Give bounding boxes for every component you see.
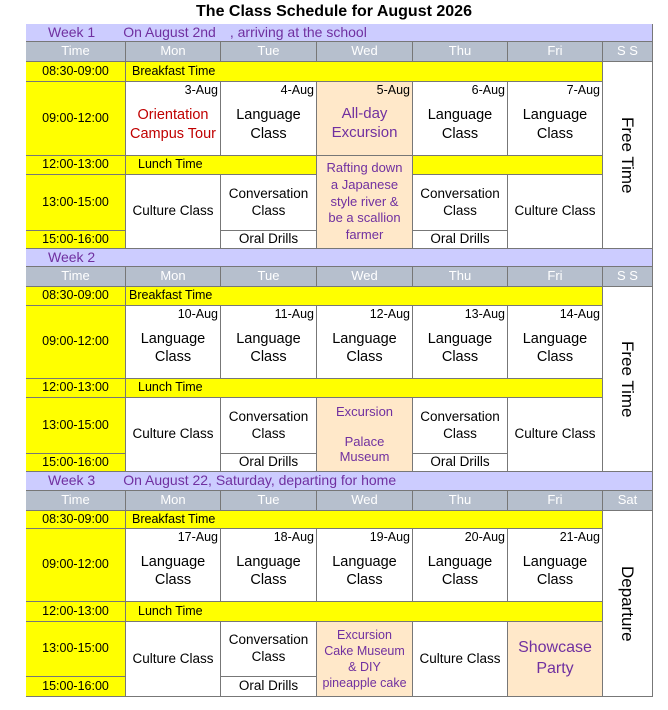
header-mon: Mon <box>126 42 221 62</box>
date-label: 14-Aug <box>559 307 600 321</box>
culture-class-cell: Culture Class <box>508 398 603 472</box>
time-slot: 15:00-16:00 <box>26 454 126 472</box>
date-label: 4-Aug <box>280 83 314 97</box>
conversation-class-cell <box>221 398 317 454</box>
date-label: 20-Aug <box>464 530 505 544</box>
header-thu: Thu <box>413 267 508 287</box>
time-slot: 08:30-09:00 <box>26 62 126 82</box>
breakfast-bar: Breakfast Time <box>126 287 603 306</box>
free-time-cell <box>603 287 653 472</box>
header-tue: Tue <box>221 267 317 287</box>
class-line: Conversation <box>228 185 309 201</box>
lunch-bar: Lunch Time <box>126 602 603 622</box>
time-slot: 08:30-09:00 <box>26 511 126 529</box>
culture-class-cell: Culture Class <box>126 622 221 697</box>
header-wed: Wed <box>317 267 413 287</box>
header-thu: Thu <box>413 491 508 511</box>
week-3-banner <box>26 472 653 491</box>
class-line: Conversation <box>420 185 500 201</box>
class-line: Class <box>251 425 286 441</box>
time-slot: 12:00-13:00 <box>26 379 126 398</box>
date-label: 6-Aug <box>471 83 505 97</box>
class-line: Conversation <box>228 408 309 424</box>
time-slot: 09:00-12:00 <box>26 306 126 379</box>
date-label: 11-Aug <box>274 307 314 321</box>
excursion-line: style river & <box>330 193 399 209</box>
header-fri: Fri <box>508 491 603 511</box>
excursion-line: be a scallion <box>328 210 401 226</box>
class-line: Class <box>441 349 479 365</box>
date-label: 12-Aug <box>369 307 410 321</box>
class-line: Language <box>427 330 493 347</box>
culture-class-cell: Culture Class <box>413 622 508 697</box>
time-slot: 13:00-15:00 <box>26 398 126 454</box>
class-line: All-day <box>341 104 388 122</box>
excursion-line: Cake Museum <box>324 643 405 658</box>
class-line: Class <box>443 202 477 218</box>
conversation-class-cell <box>221 175 317 231</box>
date-label: 10-Aug <box>177 307 218 321</box>
excursion-line: Museum <box>339 449 390 465</box>
time-slot: 13:00-15:00 <box>26 175 126 231</box>
header-tue: Tue <box>221 42 317 62</box>
class-line: Language <box>522 330 588 347</box>
class-line: Conversation <box>228 632 309 648</box>
date-label: 21-Aug <box>559 530 600 544</box>
lunch-bar <box>413 156 603 175</box>
time-slot: 09:00-12:00 <box>26 82 126 156</box>
class-line: Language <box>332 553 397 570</box>
time-slot: 12:00-13:00 <box>26 156 126 175</box>
class-line: Language <box>236 553 301 570</box>
class-line: Excursion <box>331 123 398 141</box>
class-line: Language <box>236 107 301 124</box>
class-line: Class <box>154 349 192 365</box>
week-3-label: Week 3 <box>48 472 96 489</box>
oral-drills-cell: Oral Drills <box>221 231 317 249</box>
header-tue: Tue <box>221 491 317 511</box>
header-time: Time <box>26 42 126 62</box>
week-1-banner <box>26 24 653 42</box>
culture-class-cell: Culture Class <box>126 175 221 249</box>
time-slot: 12:00-13:00 <box>26 602 126 622</box>
header-wed: Wed <box>317 491 413 511</box>
class-line: Class <box>536 572 574 588</box>
header-time: Time <box>26 491 126 511</box>
free-time-label: Free Time <box>618 340 638 418</box>
class-line: Language <box>427 553 493 570</box>
excursion-line: Rafting down <box>326 160 403 176</box>
departure-label: Departure <box>618 565 638 642</box>
free-time-cell <box>603 62 653 249</box>
conversation-class-cell <box>413 398 508 454</box>
header-ss: S S <box>603 267 653 287</box>
time-slot: 15:00-16:00 <box>26 231 126 249</box>
class-line: Language <box>427 107 493 124</box>
class-line: Class <box>441 572 479 588</box>
excursion-line: Palace <box>344 433 385 449</box>
excursion-line: farmer <box>345 226 384 242</box>
class-line: Campus Tour <box>130 125 216 142</box>
week-1-label: Week 1 <box>48 23 96 40</box>
breakfast-bar: Breakfast Time <box>126 62 603 82</box>
week-2-banner <box>26 249 653 267</box>
date-label: 3-Aug <box>184 83 218 97</box>
week-1-note: On August 2nd , arriving at the school <box>123 23 367 40</box>
excursion-line: & DIY <box>348 660 381 674</box>
date-label: 13-Aug <box>464 307 505 321</box>
excursion-line: Excursion <box>335 404 394 420</box>
header-fri: Fri <box>508 42 603 62</box>
time-slot: 08:30-09:00 <box>26 287 126 306</box>
class-line: Class <box>154 572 192 588</box>
header-sat: Sat <box>603 491 653 511</box>
class-line: Class <box>250 349 287 365</box>
class-line: Class <box>346 349 383 365</box>
breakfast-bar: Breakfast Time <box>126 511 603 529</box>
class-line: Class <box>346 572 383 588</box>
conversation-class-cell <box>221 622 317 677</box>
conversation-class-cell <box>413 175 508 231</box>
excursion-line: a Japanese <box>330 177 399 193</box>
header-mon: Mon <box>126 491 221 511</box>
class-line: Language <box>332 330 397 347</box>
class-line: Class <box>441 125 479 142</box>
date-label: 18-Aug <box>273 530 314 544</box>
lunch-bar: Lunch Time <box>126 156 317 175</box>
class-line: Language <box>140 330 206 347</box>
header-thu: Thu <box>413 42 508 62</box>
class-line: Class <box>536 349 574 365</box>
time-slot: 09:00-12:00 <box>26 529 126 602</box>
date-label: 5-Aug <box>376 83 410 97</box>
class-line: Class <box>251 202 286 218</box>
time-slot: 15:00-16:00 <box>26 677 126 697</box>
header-mon: Mon <box>126 267 221 287</box>
class-line: Language <box>140 553 206 570</box>
rafting-excursion-cell <box>317 156 413 249</box>
class-line: Language <box>522 107 588 124</box>
oral-drills-cell: Oral Drills <box>221 454 317 472</box>
class-line: Conversation <box>420 408 500 424</box>
culture-class-cell: Culture Class <box>126 398 221 472</box>
excursion-line: Excursion <box>337 627 392 642</box>
excursion-line: pineapple cake <box>322 676 407 691</box>
class-line: Class <box>251 649 286 664</box>
oral-drills-cell: Oral Drills <box>413 231 508 249</box>
class-line: Orientation <box>137 107 209 124</box>
week-2-label: Week 2 <box>48 248 96 265</box>
class-line: Language <box>522 553 588 570</box>
header-time: Time <box>26 267 126 287</box>
free-time-label: Free Time <box>618 116 638 194</box>
header-wed: Wed <box>317 42 413 62</box>
culture-class-cell: Culture Class <box>508 175 603 249</box>
cake-museum-excursion-cell <box>317 622 413 697</box>
page-title: The Class Schedule for August 2026 <box>196 3 472 20</box>
oral-drills-cell: Oral Drills <box>221 677 317 697</box>
class-line: Class <box>443 425 477 441</box>
class-line: Class <box>250 125 287 142</box>
event-line: Showcase <box>518 639 592 657</box>
event-line: Party <box>536 660 574 677</box>
header-ss: S S <box>603 42 653 62</box>
lunch-bar: Lunch Time <box>126 379 603 398</box>
header-fri: Fri <box>508 267 603 287</box>
time-slot: 13:00-15:00 <box>26 622 126 677</box>
class-line: Class <box>250 572 287 588</box>
date-label: 17-Aug <box>177 530 218 544</box>
date-label: 7-Aug <box>566 83 600 97</box>
class-line: Language <box>236 330 301 347</box>
date-label: 19-Aug <box>369 530 410 544</box>
showcase-party-cell <box>508 622 603 697</box>
palace-museum-excursion-cell <box>317 398 413 472</box>
departure-cell <box>603 511 653 697</box>
oral-drills-cell: Oral Drills <box>413 454 508 472</box>
week-3-note: On August 22, Saturday, departing for home <box>123 472 397 489</box>
class-line: Class <box>536 125 574 142</box>
